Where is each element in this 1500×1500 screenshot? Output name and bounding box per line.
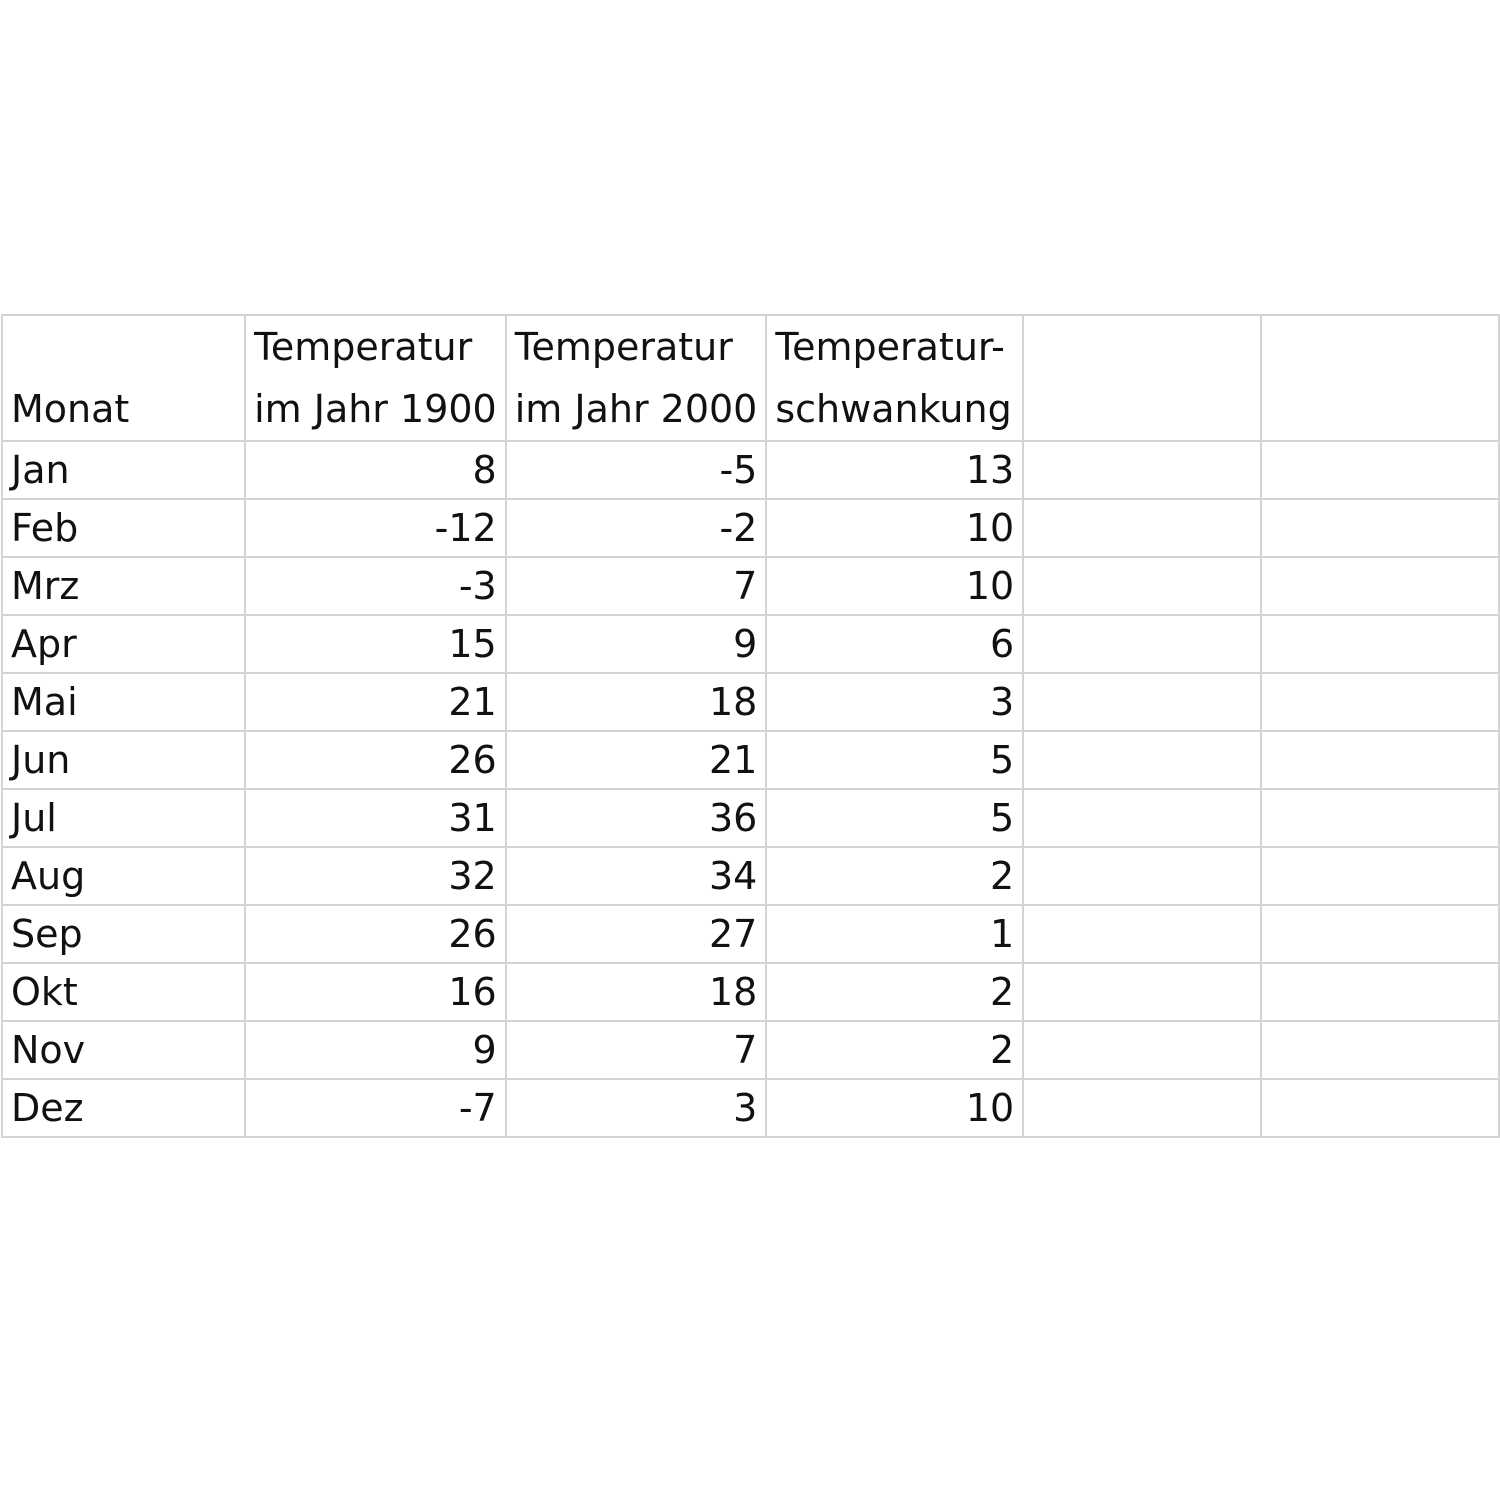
- month-cell[interactable]: Jun: [2, 731, 245, 789]
- empty-cell[interactable]: [1261, 499, 1499, 557]
- temp-1900-cell[interactable]: 15: [245, 615, 506, 673]
- month-cell[interactable]: Apr: [2, 615, 245, 673]
- month-cell[interactable]: Feb: [2, 499, 245, 557]
- table-row: [2, 615, 1499, 673]
- header-label-temp-1900-line1: Temperatur: [254, 325, 473, 369]
- temp-1900-cell[interactable]: 16: [245, 963, 506, 1021]
- month-cell[interactable]: Okt: [2, 963, 245, 1021]
- table-row: [2, 557, 1499, 615]
- header-label-temp-2000-line2: im Jahr 2000: [514, 387, 758, 431]
- table-row: [2, 847, 1499, 905]
- header-label-temp-variation-line1: Temperatur-: [775, 325, 1005, 369]
- empty-cell[interactable]: [1023, 731, 1261, 789]
- empty-cell[interactable]: [1261, 615, 1499, 673]
- month-cell[interactable]: Jan: [2, 441, 245, 499]
- month-cell[interactable]: Mrz: [2, 557, 245, 615]
- empty-cell[interactable]: [1261, 847, 1499, 905]
- month-cell[interactable]: Sep: [2, 905, 245, 963]
- temp-variation-cell[interactable]: 10: [766, 557, 1023, 615]
- table-row: [2, 789, 1499, 847]
- temp-2000-cell[interactable]: -5: [506, 441, 767, 499]
- temp-variation-cell[interactable]: 6: [766, 615, 1023, 673]
- table-row: [2, 1079, 1499, 1137]
- temp-variation-cell[interactable]: 13: [766, 441, 1023, 499]
- header-label-month: Monat: [11, 387, 130, 431]
- temp-1900-cell[interactable]: 26: [245, 731, 506, 789]
- table-row: [2, 905, 1499, 963]
- empty-cell[interactable]: [1261, 905, 1499, 963]
- table-row: [2, 673, 1499, 731]
- month-cell[interactable]: Mai: [2, 673, 245, 731]
- temp-variation-cell[interactable]: 1: [766, 905, 1023, 963]
- empty-cell[interactable]: [1023, 615, 1261, 673]
- temp-1900-cell[interactable]: 8: [245, 441, 506, 499]
- temp-1900-cell[interactable]: 26: [245, 905, 506, 963]
- table-row: [2, 441, 1499, 499]
- empty-cell[interactable]: [1023, 963, 1261, 1021]
- header-label-temp-1900-line2: im Jahr 1900: [254, 387, 497, 431]
- empty-cell[interactable]: [1023, 1021, 1261, 1079]
- table-row: [2, 731, 1499, 789]
- temp-2000-cell[interactable]: 21: [506, 731, 767, 789]
- spreadsheet-table: [1, 314, 1500, 1138]
- temp-2000-cell[interactable]: 18: [506, 963, 767, 1021]
- header-cell-temp-variation[interactable]: [766, 315, 1023, 441]
- table-row: [2, 499, 1499, 557]
- temp-variation-cell[interactable]: 3: [766, 673, 1023, 731]
- temp-1900-cell[interactable]: 31: [245, 789, 506, 847]
- temp-2000-cell[interactable]: -2: [506, 499, 767, 557]
- temp-2000-cell[interactable]: 36: [506, 789, 767, 847]
- temp-1900-cell[interactable]: -12: [245, 499, 506, 557]
- empty-cell[interactable]: [1261, 963, 1499, 1021]
- empty-cell[interactable]: [1023, 905, 1261, 963]
- month-cell[interactable]: Dez: [2, 1079, 245, 1137]
- empty-cell[interactable]: [1023, 847, 1261, 905]
- header-label-temp-variation-line2: schwankung: [775, 387, 1012, 431]
- empty-cell[interactable]: [1261, 441, 1499, 499]
- temp-variation-cell[interactable]: 2: [766, 847, 1023, 905]
- empty-cell[interactable]: [1023, 441, 1261, 499]
- empty-cell[interactable]: [1023, 557, 1261, 615]
- temp-variation-cell[interactable]: 2: [766, 963, 1023, 1021]
- empty-cell[interactable]: [1023, 789, 1261, 847]
- header-cell-temp-2000[interactable]: [506, 315, 767, 441]
- temp-variation-cell[interactable]: 2: [766, 1021, 1023, 1079]
- empty-cell[interactable]: [1261, 731, 1499, 789]
- month-cell[interactable]: Aug: [2, 847, 245, 905]
- temp-2000-cell[interactable]: 18: [506, 673, 767, 731]
- temp-1900-cell[interactable]: -3: [245, 557, 506, 615]
- empty-cell[interactable]: [1261, 1079, 1499, 1137]
- temp-1900-cell[interactable]: 9: [245, 1021, 506, 1079]
- empty-cell[interactable]: [1261, 673, 1499, 731]
- header-row: [2, 315, 1499, 441]
- empty-cell[interactable]: [1023, 673, 1261, 731]
- table-row: [2, 1021, 1499, 1079]
- temp-1900-cell[interactable]: -7: [245, 1079, 506, 1137]
- empty-cell[interactable]: [1261, 315, 1499, 441]
- empty-cell[interactable]: [1261, 789, 1499, 847]
- temp-2000-cell[interactable]: 9: [506, 615, 767, 673]
- empty-cell[interactable]: [1261, 557, 1499, 615]
- temp-2000-cell[interactable]: 34: [506, 847, 767, 905]
- temp-variation-cell[interactable]: 5: [766, 731, 1023, 789]
- header-label-temp-2000-line1: Temperatur: [514, 325, 733, 369]
- header-cell-month[interactable]: [2, 315, 245, 441]
- table-row: [2, 963, 1499, 1021]
- temp-variation-cell[interactable]: 10: [766, 499, 1023, 557]
- month-cell[interactable]: Nov: [2, 1021, 245, 1079]
- empty-cell[interactable]: [1023, 499, 1261, 557]
- empty-cell[interactable]: [1261, 1021, 1499, 1079]
- temp-variation-cell[interactable]: 10: [766, 1079, 1023, 1137]
- header-cell-temp-1900[interactable]: [245, 315, 506, 441]
- temp-1900-cell[interactable]: 21: [245, 673, 506, 731]
- temp-variation-cell[interactable]: 5: [766, 789, 1023, 847]
- temp-2000-cell[interactable]: 27: [506, 905, 767, 963]
- temp-1900-cell[interactable]: 32: [245, 847, 506, 905]
- empty-cell[interactable]: [1023, 1079, 1261, 1137]
- temp-2000-cell[interactable]: 3: [506, 1079, 767, 1137]
- month-cell[interactable]: Jul: [2, 789, 245, 847]
- temp-2000-cell[interactable]: 7: [506, 1021, 767, 1079]
- empty-cell[interactable]: [1023, 315, 1261, 441]
- temp-2000-cell[interactable]: 7: [506, 557, 767, 615]
